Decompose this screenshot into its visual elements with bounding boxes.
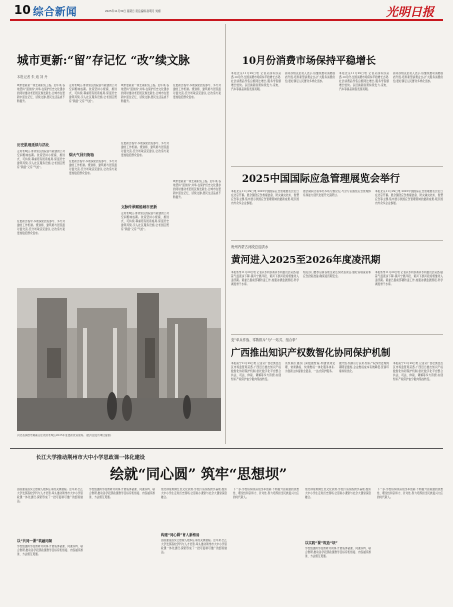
section-divider: [231, 334, 443, 335]
paragraph: 本报南宁11月29日电 记者从广西壮族自治区市场监管局获悉,广西近日推出知识产权数智化协同保护机制,依托数字化平台整合执法、司法、仲裁、调解等多方资源,实现知识产权保护由分散向集成转变。: [231, 362, 281, 382]
paragraph: 在更新过程中,多地探索居民参与、多方共建的工作机制。规划师、建筑师与居民面对面交流,充分听取意见建议,让改造方案更加贴近群众需求。: [69, 160, 117, 176]
paragraph: 本报郑州11月29日电 记者从水利部黄河水利委员会获悉,随着气温逐步下降,黄河宁蒙河段、黄河下游河段将相继进入凌汛期。黄委已提前部署防凌工作,加强冰情监测预报,科学调度骨干水库。: [231, 271, 299, 287]
dateline: 2025年11月30日 星期日 责任编辑:孙明月 刘湘: [105, 10, 161, 13]
subhead: 历史肌理延续与活化: [17, 143, 50, 147]
paragraph: 下一步,学校将持续深化改革创新,不断提升思政课的思想性、理论性和亲和力、针对性,努力培养担当民族复兴大任的时代新人。: [377, 488, 443, 500]
paragraph: 本报北京11月29日电 记者从商务部获悉,10月份,全国消费市场保持平稳增长态势,社会消费品零售总额同比增长,服务零售额增长较快。以旧换新政策持续发力,家电、汽车等商品销售表现亮眼。: [231, 72, 281, 92]
paragraph: 依托荆楚地域红色文化资源,学校打造实践教学基地,组织大中小学生走进历史现场,让思政小课堂与社会大课堂深度融合。: [161, 488, 227, 500]
bottom-section-rule: [10, 448, 443, 449]
subhead: 以“共同一课”筑融同频: [17, 539, 52, 543]
bottom-col3: [161, 488, 227, 600]
bottom-article-body: [17, 488, 443, 600]
header-rule: [10, 19, 443, 21]
bottom-kicker: 长江大学推动荆州市大中小学思政课一体化建设: [36, 455, 145, 461]
bottom-col1: [17, 488, 83, 600]
paragraph: 在更新过程中,多地探索居民参与、多方共建的工作机制。规划师、建筑师与居民面对面交流,充分听取意见建议,让改造方案更加贴近群众需求。: [173, 84, 221, 100]
paragraph: 依托荆楚地域红色文化资源,学校打造实践教学基地,组织大中小学生走进历史现场,让思政小课堂与社会大课堂深度融合。: [305, 488, 371, 500]
paragraph: 学校组建跨学段教研共同体,开展集体备课、同课异构、联合教研,推动各学段思政课教学目标有机衔接、内容循序渐进、方法相互贯通。: [89, 488, 155, 500]
left-article-col4: [173, 84, 221, 284]
huanghe-kicker: 贵州内蒙古河段总迎洪水: [231, 245, 269, 249]
oct-article-title: 10月份消费市场保持平稳增长: [242, 56, 376, 67]
paragraph: 本报北京11月29日电 2025中国国际应急管理展览会近日在北京开幕。展会围绕应急救援装备、防灾减灾技术、智慧应急等主题,集中展示我国应急管理领域的最新成果,吸引国内外众多企业参展。: [375, 190, 443, 206]
paragraph: 展会期间还将举办多场专题论坛,与会专家围绕应急管理体系和能力现代化展开交流研讨。: [303, 190, 371, 198]
section-name: 综合新闻: [33, 6, 77, 18]
paragraph: 在更新过程中,多地探索居民参与、多方共建的工作机制。规划师、建筑师与居民面对面交流,充分听取意见建议,让改造方案更加贴近群众需求。: [17, 220, 65, 236]
conf-article-body: [231, 190, 443, 238]
paragraph: 本报南宁11月29日电 记者从广西壮族自治区市场监管局获悉,广西近日推出知识产权数智化协同保护机制,依托数字化平台整合执法、司法、仲裁、调解等多方资源,实现知识产权保护由分散向集成转变。: [393, 362, 443, 382]
paragraph: 城市更新是一项长期系统工程。近年来,各地坚持“留改拆”并举,在保护历史文化遗存的同时推动老旧街区焕发新生,让城市在更新中留住记忆、延续文脉,居民生活品质不断提升。: [173, 180, 221, 200]
bottom-col6: [377, 488, 443, 600]
paragraph: 商务部相关负责人表示,将继续推动消费提质升级,培育新型消费业态,扩大服务消费供给,更好满足人民群众多样化需求。: [285, 72, 335, 84]
left-article-col1: [17, 84, 65, 284]
subhead: 烟火气回归街巷: [69, 153, 95, 157]
paragraph: 城市更新是一项长期系统工程。近年来,各地坚持“留改拆”并举,在保护历史文化遗存的同时推动老旧街区焕发新生,让城市在更新中留住记忆、延续文脉,居民生活品质不断提升。: [17, 84, 65, 104]
paragraph: 学校组建跨学段教研共同体,开展集体备课、同课异构、联合教研,推动各学段思政课教学目标有机衔接、内容循序渐进、方法相互贯通。: [17, 545, 83, 557]
section-divider: [231, 240, 443, 241]
page-header: [10, 3, 443, 17]
oct-article-body: [231, 72, 443, 164]
huanghe-article-title: 黄河进入2025至2026年度凌汛期: [231, 255, 381, 266]
photo-image: [17, 288, 221, 431]
bottom-title: 绘就“同心圆” 筑牢“思想坝”: [110, 467, 288, 483]
conf-article-title: 2025中国国际应急管理展览会举行: [242, 174, 400, 185]
paragraph: 商务部相关负责人表示,将继续推动消费提质升级,培育新型消费业态,扩大服务消费供给,更好满足人民群众多样化需求。: [393, 72, 443, 84]
paragraph: 城市更新是一项长期系统工程。近年来,各地坚持“留改拆”并举,在保护历史文化遗存的同时推动老旧街区焕发新生,让城市在更新中留住记忆、延续文脉,居民生活品质不断提升。: [121, 84, 169, 104]
paragraph: 思政课是落实立德树人根本任务的关键课程。近年来,长江大学发挥高校学科与人才优势,牵头推动荆州市大中小学思政课一体化建设,探索形成了一批可复制可推广的经验做法。: [17, 488, 83, 504]
paragraph: 本报北京11月29日电 记者从商务部获悉,10月份,全国消费市场保持平稳增长态势,社会消费品零售总额同比增长,服务零售额增长较快。以旧换新政策持续发力,家电、汽车等商品销售表现亮眼。: [339, 72, 389, 92]
subhead: 以实践“课”筑造“坝”: [305, 541, 338, 545]
paragraph: 学校组建跨学段教研共同体,开展集体备课、同课异构、联合教研,推动各学段思政课教学目标有机衔接、内容循序渐进、方法相互贯通。: [305, 547, 371, 559]
paragraph: 走进老城区,青砖黛瓦的院落与新建的公共空间相映成趣。改造坚持小规模、渐进式、可持续,尊重原有街巷格局,保留历史建筑风貌,引入社区服务设施,让老街区既有“颜值”又有“气质”。: [17, 150, 65, 170]
guangxi-kicker: 变“单兵作战、零散排斥”为“一站式、组合拳”: [231, 338, 298, 342]
left-article-byline: 本报记者 朱 迪 刘 丹: [17, 75, 48, 79]
paragraph: 该机制打通部门间数据壁垒,构建快速受理、快速确权、快速维权一体化服务体系,为创新主体提供全链条、一站式保护服务。: [285, 362, 335, 374]
bottom-col5: [305, 488, 371, 600]
paragraph: 本报郑州11月29日电 记者从水利部黄河水利委员会获悉,随着气温逐步下降,黄河宁蒙河段、黄河下游河段将相继进入凌汛期。黄委已提前部署防凌工作,加强冰情监测预报,科学调度骨干水库。: [375, 271, 443, 287]
left-article-title: 城市更新:“留”存记忆 “改”续文脉: [17, 53, 190, 67]
left-article-col2: [69, 84, 117, 284]
masthead-logo: 光明日报: [386, 5, 435, 19]
paragraph: 在更新过程中,多地探索居民参与、多方共建的工作机制。规划师、建筑师与居民面对面交流,充分听取意见建议,让改造方案更加贴近群众需求。: [121, 142, 169, 158]
paragraph: 相关部门要求沿黄各地压紧压实防凌责任,做好巡堤查险和应急抢险准备,确保凌汛期安全。: [303, 271, 371, 279]
subhead: 构建“同心圆”育人新格局: [161, 533, 200, 537]
left-article-col3: [121, 84, 169, 284]
paragraph: 据介绍,机制运行以来,知识产权纠纷处理周期明显缩短,企业维权成本有效降低,营商环境持续优化。: [339, 362, 389, 374]
guangxi-article-title: 广西推出知识产权数智化协同保护机制: [231, 348, 391, 359]
paragraph: 走进老城区,青砖黛瓦的院落与新建的公共空间相映成趣。改造坚持小规模、渐进式、可持续,尊重原有街巷格局,保留历史建筑风貌,引入社区服务设施,让老街区既有“颜值”又有“气质”。: [69, 84, 117, 104]
guangxi-article-body: [231, 362, 443, 444]
paragraph: 本报北京11月29日电 2025中国国际应急管理展览会近日在北京开幕。展会围绕应急救援装备、防灾减灾技术、智慧应急等主题,集中展示我国应急管理领域的最新成果,吸引国内外众多企业参展。: [231, 190, 299, 206]
bottom-col4: [233, 488, 299, 600]
huanghe-article-body: [231, 271, 443, 331]
paragraph: 下一步,学校将持续深化改革创新,不断提升思政课的思想性、理论性和亲和力、针对性,努力培养担当民族复兴大任的时代新人。: [233, 488, 299, 500]
page-number: 10: [14, 3, 31, 17]
column-divider: [225, 24, 226, 444]
bottom-col2: [89, 488, 155, 600]
news-photo: [17, 288, 221, 431]
paragraph: 思政课是落实立德树人根本任务的关键课程。近年来,长江大学发挥高校学科与人才优势,牵头推动荆州市大中小学思政课一体化建设,探索形成了一批可复制可推广的经验做法。: [161, 539, 227, 555]
photo-caption: 河北省承德市避暑山庄周边老城区2025年度更新改造现场。(图片由受访单位提供): [17, 434, 112, 437]
section-divider: [231, 166, 443, 167]
subhead: 文脉传承赋能城市更新: [121, 205, 157, 209]
paragraph: 走进老城区,青砖黛瓦的院落与新建的公共空间相映成趣。改造坚持小规模、渐进式、可持续,尊重原有街巷格局,保留历史建筑风貌,引入社区服务设施,让老街区既有“颜值”又有“气质”。: [121, 212, 169, 232]
